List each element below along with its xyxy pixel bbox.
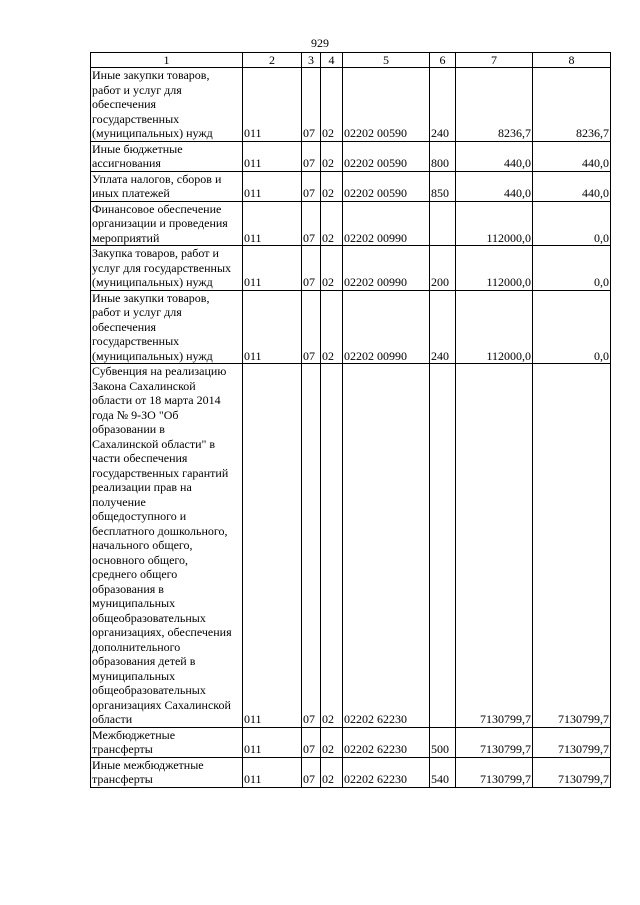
target-article-code: 02202 62230 (343, 727, 430, 757)
target-article-code: 02202 62230 (343, 757, 430, 787)
subsection-code: 02 (321, 290, 343, 364)
table-row (91, 201, 611, 246)
amount-col8: 440,0 (533, 171, 611, 201)
department-code: 011 (243, 141, 302, 171)
subsection-code: 02 (321, 727, 343, 757)
department-code: 011 (243, 727, 302, 757)
table-row (91, 727, 611, 757)
target-article-code: 02202 00990 (343, 290, 430, 364)
table-row (91, 246, 611, 291)
item-name: Иные закупки товаров, работ и услуг для обеспечения государственных (муниципальных) нужд (91, 68, 243, 142)
department-code: 011 (243, 201, 302, 246)
column-header: 1 (91, 53, 243, 68)
table-row (91, 171, 611, 201)
column-header: 5 (343, 53, 430, 68)
target-article-code: 02202 00590 (343, 68, 430, 142)
department-code: 011 (243, 171, 302, 201)
section-code: 07 (302, 757, 321, 787)
subsection-code: 02 (321, 246, 343, 291)
section-code: 07 (302, 171, 321, 201)
budget-table (90, 52, 611, 788)
amount-col7: 440,0 (456, 171, 533, 201)
expense-type-code: 850 (430, 171, 456, 201)
amount-col8: 7130799,7 (533, 364, 611, 728)
amount-col7: 112000,0 (456, 290, 533, 364)
item-name: Иные межбюджетные трансферты (91, 757, 243, 787)
column-header: 3 (302, 53, 321, 68)
item-name: Финансовое обеспечение организации и проведения мероприятий (91, 201, 243, 246)
expense-type-code: 540 (430, 757, 456, 787)
amount-col8: 7130799,7 (533, 757, 611, 787)
amount-col8: 0,0 (533, 201, 611, 246)
amount-col7: 112000,0 (456, 246, 533, 291)
column-header: 6 (430, 53, 456, 68)
table-row (91, 290, 611, 364)
subsection-code: 02 (321, 364, 343, 728)
expense-type-code: 240 (430, 290, 456, 364)
expense-type-code: 500 (430, 727, 456, 757)
column-header: 7 (456, 53, 533, 68)
subsection-code: 02 (321, 141, 343, 171)
target-article-code: 02202 62230 (343, 364, 430, 728)
item-name: Межбюджетные трансферты (91, 727, 243, 757)
amount-col7: 7130799,7 (456, 364, 533, 728)
department-code: 011 (243, 364, 302, 728)
expense-type-code (430, 364, 456, 728)
expense-type-code: 800 (430, 141, 456, 171)
department-code: 011 (243, 68, 302, 142)
subsection-code: 02 (321, 171, 343, 201)
department-code: 011 (243, 290, 302, 364)
amount-col8: 440,0 (533, 141, 611, 171)
amount-col8: 7130799,7 (533, 727, 611, 757)
amount-col8: 8236,7 (533, 68, 611, 142)
target-article-code: 02202 00590 (343, 171, 430, 201)
amount-col7: 7130799,7 (456, 727, 533, 757)
expense-type-code: 200 (430, 246, 456, 291)
section-code: 07 (302, 141, 321, 171)
subsection-code: 02 (321, 68, 343, 142)
target-article-code: 02202 00990 (343, 201, 430, 246)
column-header: 8 (533, 53, 611, 68)
target-article-code: 02202 00990 (343, 246, 430, 291)
amount-col7: 7130799,7 (456, 757, 533, 787)
item-name: Закупка товаров, работ и услуг для государственных (муниципальных) нужд (91, 246, 243, 291)
amount-col8: 0,0 (533, 246, 611, 291)
expense-type-code (430, 201, 456, 246)
department-code: 011 (243, 246, 302, 291)
column-header: 4 (321, 53, 343, 68)
subsection-code: 02 (321, 757, 343, 787)
section-code: 07 (302, 201, 321, 246)
table-row (91, 757, 611, 787)
item-name: Иные бюджетные ассигнования (91, 141, 243, 171)
subsection-code: 02 (321, 201, 343, 246)
page-number: 929 (311, 36, 329, 50)
expense-type-code: 240 (430, 68, 456, 142)
table-row (91, 68, 611, 142)
item-name: Иные закупки товаров, работ и услуг для обеспечения государственных (муниципальных) нужд (91, 290, 243, 364)
amount-col8: 0,0 (533, 290, 611, 364)
column-header: 2 (243, 53, 302, 68)
section-code: 07 (302, 727, 321, 757)
amount-col7: 440,0 (456, 141, 533, 171)
target-article-code: 02202 00590 (343, 141, 430, 171)
column-number-row (91, 53, 611, 68)
amount-col7: 112000,0 (456, 201, 533, 246)
table-row (91, 141, 611, 171)
section-code: 07 (302, 246, 321, 291)
item-name: Субвенция на реализацию Закона Сахалинской области от 18 марта 2014 года № 9-ЗО "Об образовании в Сахалинской области" в части обеспечения государственных гарантий реализации прав на получение общедоступного и бесплатного дошкольного, начального общего, основного общего, среднего общего образования в муниципальных общеобразовательных организациях, обеспечения дополнительного образования детей в муниципальных общеобразовательных организациях Сахалинской области (91, 364, 243, 728)
section-code: 07 (302, 290, 321, 364)
item-name: Уплата налогов, сборов и иных платежей (91, 171, 243, 201)
table-row (91, 364, 611, 728)
section-code: 07 (302, 364, 321, 728)
department-code: 011 (243, 757, 302, 787)
section-code: 07 (302, 68, 321, 142)
amount-col7: 8236,7 (456, 68, 533, 142)
